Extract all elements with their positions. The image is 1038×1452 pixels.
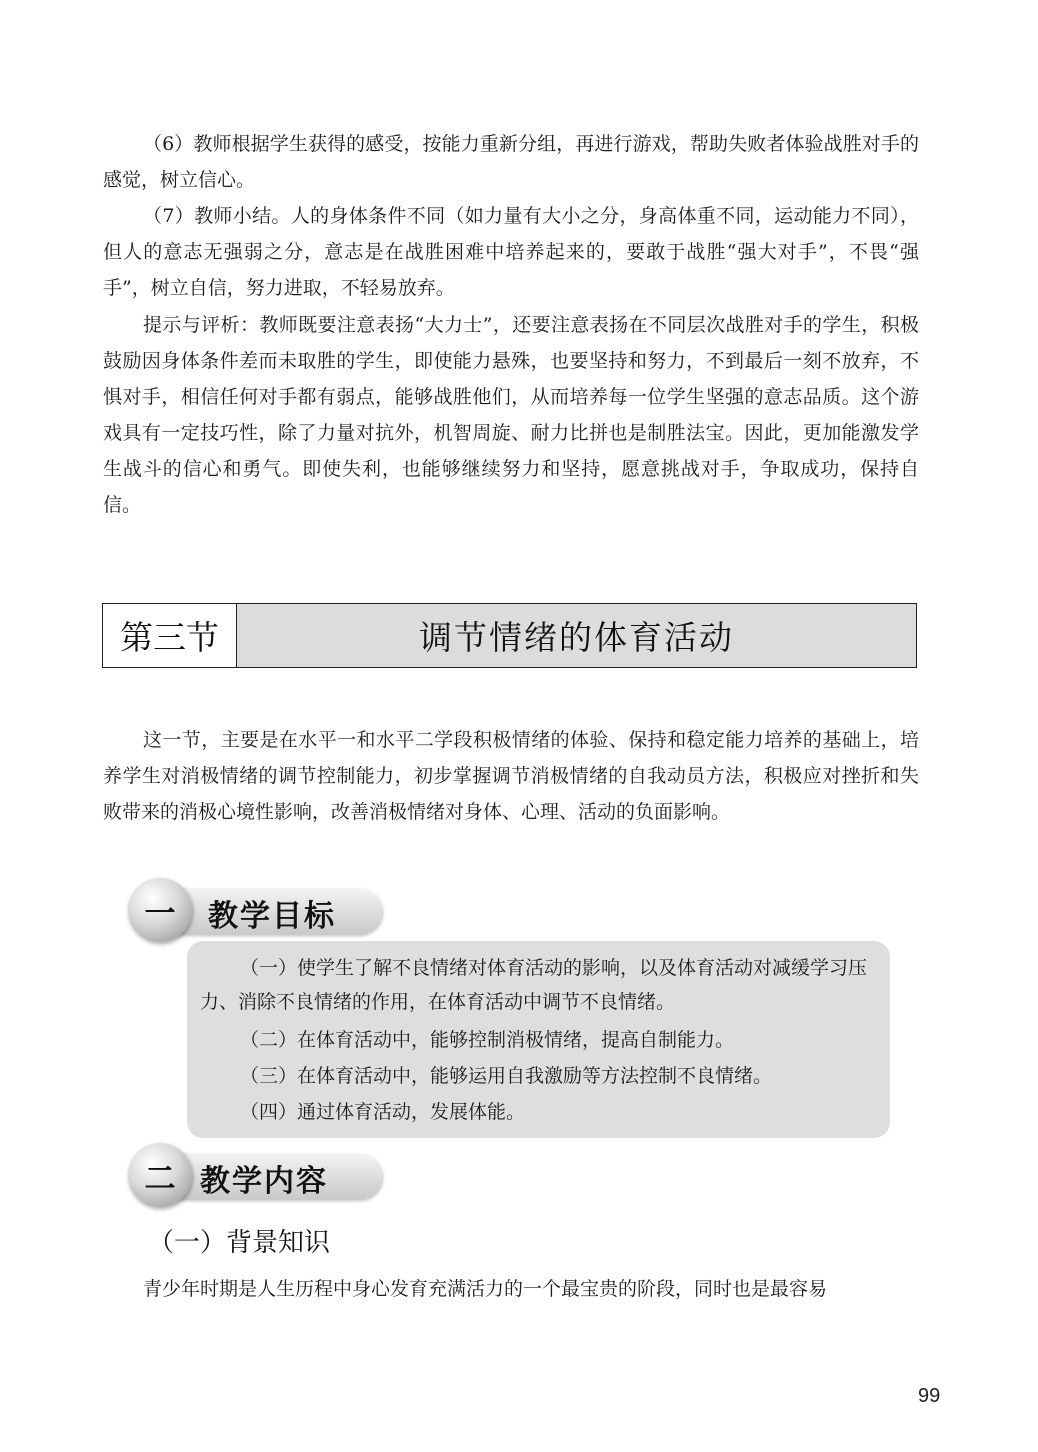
heading-2-number: 二 <box>128 1143 192 1207</box>
paragraph-step-7: （7）教师小结。人的身体条件不同（如力量有大小之分，身高体重不同，运动能力不同），但人的意志无强弱之分，意志是在战胜困难中培养起来的，要敢于战胜“强大对手”，不畏“强手”，树立自信，努力进取，不轻易放弃。 <box>103 205 919 299</box>
subheading-background: （一）背景知识 <box>148 1228 331 1258</box>
paragraph-background: 青少年时期是人生历程中身心发育充满活力的一个最宝贵的阶段，同时也是最容易 <box>143 1278 828 1300</box>
section-number: 第三节 <box>103 604 237 667</box>
paragraph-hint-analysis: 提示与评析：教师既要注意表扬“大力士”，还要注意表扬在不同层次战胜对手的学生，积极鼓励因身体条件差而未取胜的学生，即使能力悬殊，也要坚持和努力，不到最后一刻不放弃，不惧对手，相信任何对手都有弱点，能够战胜他们，从而培养每一位学生坚强的意志品质。这个游戏具有一定技巧性，除了力量对抗外，机智周旋、耐力比拼也是制胜法宝。因此，更加能激发学生战斗的信心和勇气。即使失利，也能够继续努力和坚持，愿意挑战对手，争取成功，保持自信。 <box>103 314 919 516</box>
page-number: 99 <box>918 1385 941 1407</box>
heading-1-title: 教学目标 <box>208 899 336 934</box>
heading-1-number: 一 <box>128 878 192 942</box>
section-intro: 这一节，主要是在水平一和水平二学段积极情绪的体验、保持和稳定能力培养的基础上，培养学生对消极情绪的调节控制能力，初步掌握调节消极情绪的自我动员方法，积极应对挫折和失败带来的消极心境性影响，改善消极情绪对身体、心理、活动的负面影响。 <box>103 729 919 823</box>
section-header <box>102 603 917 668</box>
goal-item-2: （二）在体育活动中，能够控制消极情绪，提高自制能力。 <box>240 1029 735 1051</box>
goal-item-4: （四）通过体育活动，发展体能。 <box>240 1101 526 1123</box>
heading-2-title: 教学内容 <box>200 1164 328 1199</box>
paragraph-step-6: （6）教师根据学生获得的感受，按能力重新分组，再进行游戏，帮助失败者体验战胜对手的感觉，树立信心。 <box>103 133 919 191</box>
section-title: 调节情绪的体育活动 <box>237 604 916 667</box>
goal-item-1: （一）使学生了解不良情绪对体育活动的影响，以及体育活动对减缓学习压力、消除不良情绪的作用，在体育活动中调节不良情绪。 <box>200 957 868 1013</box>
goal-item-3: （三）在体育活动中，能够运用自我激励等方法控制不良情绪。 <box>240 1065 773 1087</box>
